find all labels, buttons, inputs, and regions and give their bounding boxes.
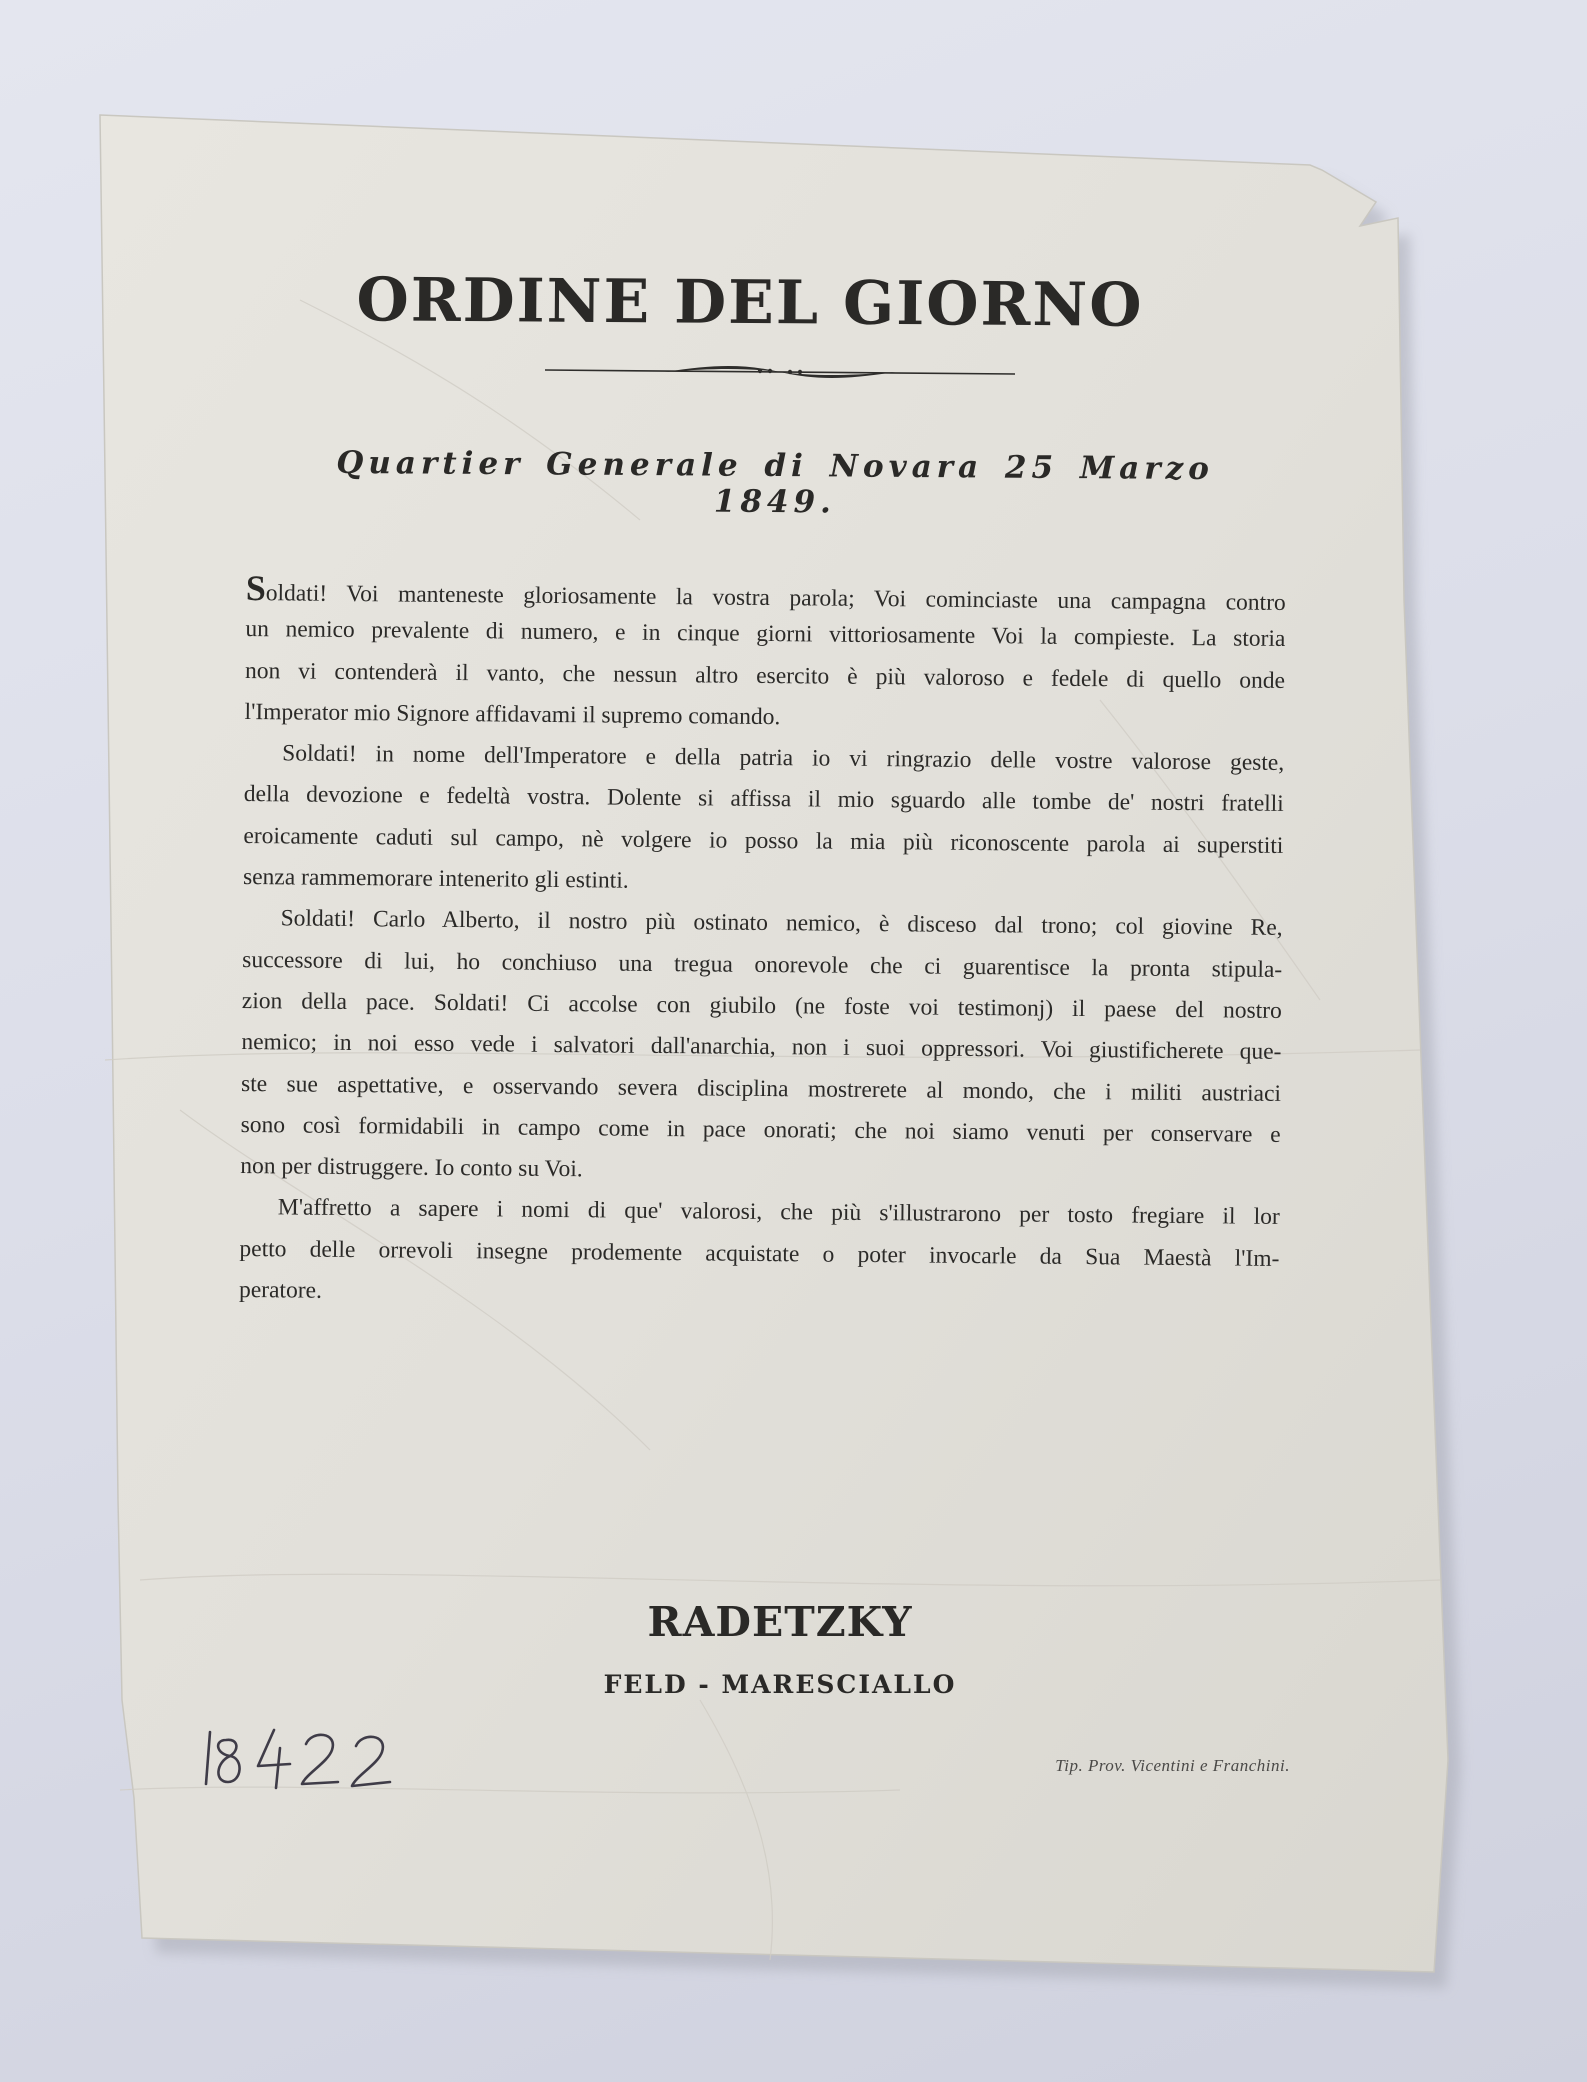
body-line-text: nemico; in noi esso vede i salvatori dall'anarchia, non i suoi oppressori. Voi giustificherete que- [241, 1029, 1282, 1066]
proclamation-body [239, 568, 1286, 1321]
signature-rank: FELD - MARESCIALLO [603, 1670, 957, 1699]
body-line-text: non vi contenderà il vanto, che nessun altro esercito è più valoroso e fedele di quello onde [244, 657, 1286, 694]
body-line-text: eroicamente caduti sul campo, nè volgere io posso la mia più riconoscente parola ai superstiti [243, 822, 1284, 859]
body-line-text: oldati! Voi manteneste gloriosamente la vostra parola; Voi cominciaste una campagna contro [265, 580, 1286, 616]
ornamental-rule [545, 360, 1015, 384]
printer-imprint: Tip. Prov. Vicentini e Franchini. [1055, 1756, 1290, 1775]
signature-name: RADETZKY [647, 1598, 913, 1646]
body-line-text: della devozione e fedeltà vostra. Dolente si affissa il mio sguardo alle tombe de' nostri fratelli [243, 781, 1284, 818]
body-line-text: successore di lui, ho conchiuso una tregua onorevole che ci guarentisce la pronta stipula- [242, 946, 1283, 983]
drop-cap: S [245, 568, 267, 609]
body-line-text: Soldati! in nome dell'Imperatore e della patria io vi ringrazio delle vostre valorose geste, [282, 740, 1285, 777]
document-title: ORDINE DEL GIORNO [356, 265, 1144, 341]
body-line-text: zion della pace. Soldati! Ci accolse con giubilo (ne foste voi testimonj) il paese del nostro [241, 987, 1282, 1024]
document-dateline: Quartier Generale di Novara 25 Marzo 1849. [336, 444, 1215, 521]
body-line-text: non per distruggere. Io conto su Voi. [240, 1153, 583, 1183]
body-line-text: ste sue aspettative, e osservando severa disciplina mostrerete al mondo, che i militi austriaci [240, 1070, 1282, 1107]
body-line-text: peratore. [238, 1277, 323, 1304]
body-line-text: l'Imperator mio Signore affidavami il supremo comando. [244, 698, 781, 731]
body-line-text: M'affretto a sapere i nomi di que' valorosi, che più s'illustrarono per tosto fregiare il lor [277, 1194, 1280, 1231]
body-line-text: senza rammemorare intenerito gli estinti. [242, 864, 629, 894]
body-line-text: sono così formidabili in campo come in pace onorati; che noi siamo venuti per conservare e [240, 1111, 1281, 1148]
body-line-text: petto delle orrevoli insegne prodemente acquistate o poter invocarle da Sua Maestà l'Im- [239, 1235, 1280, 1272]
body-line-text: un nemico prevalente di numero, e in cinque giorni vittoriosamente Voi la compieste. La storia [245, 616, 1286, 653]
handwritten-archive-number [196, 1712, 446, 1802]
body-line-text: Soldati! Carlo Alberto, il nostro più ostinato nemico, è disceso dal trono; col giovine Re, [280, 905, 1283, 942]
